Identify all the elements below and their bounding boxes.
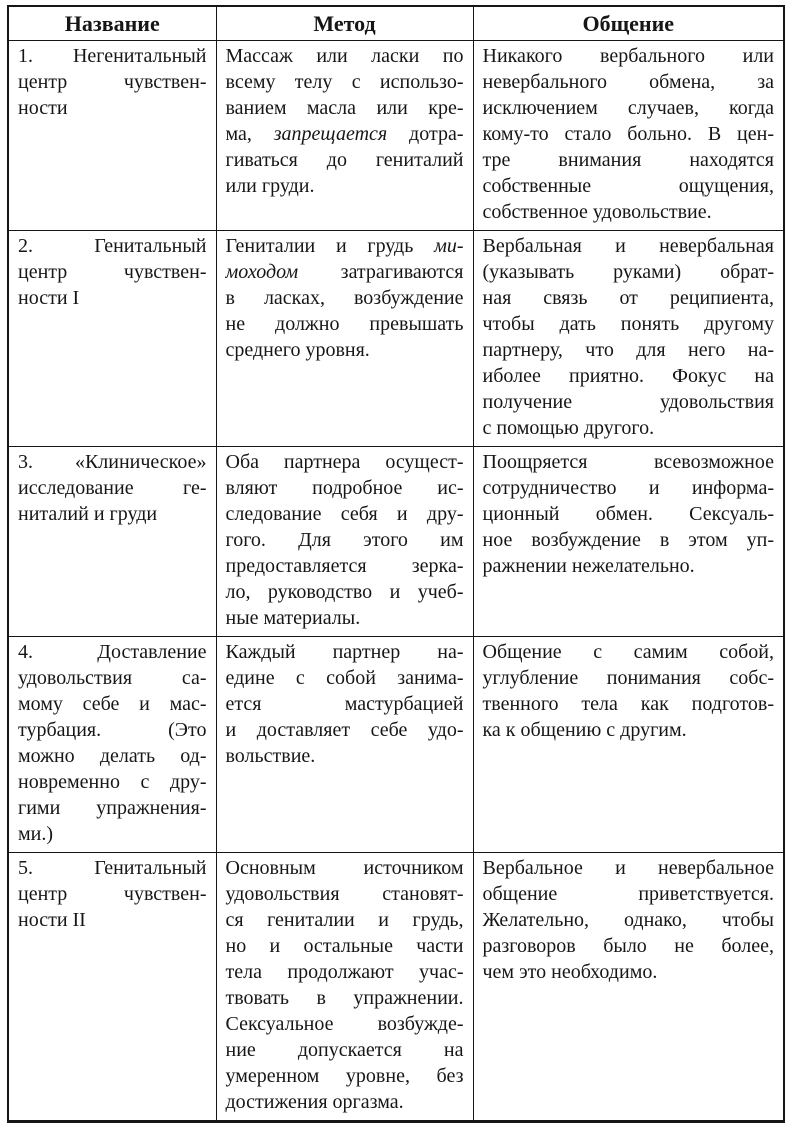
text-segment: ности [18,97,68,119]
table-cell-name [8,447,216,637]
text-line [226,501,464,527]
text-segment: углубление понимания собс- [482,667,774,689]
text-line [483,233,775,259]
text-line [226,449,464,475]
text-segment: не должно превышать [225,313,464,335]
text-line [18,639,207,665]
text-line [226,1089,464,1115]
table-cell-name [8,853,216,1122]
text-segment: ние допускается на [225,1039,464,1061]
table-cell-name [8,231,216,447]
text-segment: исключением случаев, когда [482,97,774,119]
text-segment: Массаж или ласки по [225,45,464,67]
text-segment: ности I [18,287,80,309]
text-line [483,311,775,337]
text-line [18,259,207,285]
text-segment: твенного тела как подготов- [482,693,774,715]
table-cell-method [216,853,473,1122]
text-line [483,259,775,285]
text-line [483,173,775,199]
text-segment: ся гениталии и грудь, [225,909,464,931]
text-line [18,855,207,881]
text-line [483,147,775,173]
text-segment: получение удовольствия [482,391,774,413]
text-segment: дотра- [387,123,464,145]
text-segment: разговоров было не более, [482,935,774,957]
text-segment: новременно с дру- [18,771,207,793]
text-segment: ная связь от реципиента, [482,287,774,309]
text-line [226,1063,464,1089]
text-segment: ционный обмен. Сексуаль- [482,503,774,525]
table-cell-method [216,637,473,853]
text-segment: ные материалы. [225,607,361,629]
text-line [226,259,464,285]
table-cell-communication [473,447,784,637]
text-line [18,691,207,717]
text-line [226,639,464,665]
text-line [226,553,464,579]
text-segment: достижения оргазма. [225,1091,404,1113]
text-segment: Оба партнера осущест- [225,451,464,473]
text-segment: центр чувствен- [18,883,207,905]
text-segment: следование себя и дру- [225,503,464,525]
text-segment: предоставляется зерка- [225,555,464,577]
text-line [483,363,775,389]
text-line [226,69,464,95]
text-line [18,475,207,501]
italic-text: ми- [434,235,464,257]
text-segment: (указывать руками) обрат- [482,261,774,283]
text-segment: ми.) [18,823,54,845]
column-header-method: Метод [216,6,473,41]
text-segment: 4. Доставление [18,641,207,663]
text-line [226,855,464,881]
text-segment: ности II [18,909,86,931]
text-segment: ное возбуждение в этом уп- [482,529,774,551]
text-segment: центр чувствен- [18,71,207,93]
table-row [8,231,784,447]
text-line [483,933,775,959]
text-segment: Никакого вербального или [482,45,774,67]
text-line [483,907,775,933]
text-line [18,501,207,527]
text-segment: едине с собой занима- [225,667,464,689]
text-line [18,769,207,795]
text-segment: Гениталии и грудь [225,235,435,257]
column-header-communication: Общение [473,6,784,41]
text-segment: твовать в упражнении. [225,987,464,1009]
text-line [226,527,464,553]
text-line [226,233,464,259]
table-body [8,41,784,1122]
text-line [483,881,775,907]
text-line [483,665,775,691]
text-segment: затрагиваются [298,261,464,283]
text-line [226,147,464,173]
text-line [226,665,464,691]
table-cell-method [216,231,473,447]
text-line [483,95,775,121]
table-cell-method [216,447,473,637]
text-segment: 2. Генитальный [18,235,207,257]
text-line [483,855,775,881]
text-segment: общение приветствуется. [482,883,774,905]
table-header [8,6,784,41]
text-segment: собственное удовольствие. [482,201,712,223]
text-segment: 1. Негенитальный [18,45,207,67]
text-line [226,985,464,1011]
text-segment: ванием масла или кре- [225,97,464,119]
text-segment: гими упражнения- [18,797,207,819]
text-segment: гиваться до гениталий [225,149,464,171]
text-segment: партнеру, что для него на- [482,339,774,361]
text-line [226,337,464,363]
table-cell-method [216,41,473,231]
text-line [483,639,775,665]
table-cell-communication [473,231,784,447]
text-line [226,1011,464,1037]
text-line [18,795,207,821]
text-segment: но и остальные части [225,935,464,957]
text-line [18,881,207,907]
text-segment: ниталий и груди [18,503,158,525]
text-line [226,881,464,907]
text-segment: Вербальная и невербальная [482,235,774,257]
text-segment: 3. «Клиническое» [18,451,207,473]
text-segment: и доставляет себе удо- [225,719,464,741]
text-line [18,95,207,121]
text-line [226,959,464,985]
text-segment: можно делать од- [18,745,207,767]
text-segment: турбация. (Это [18,719,207,741]
text-line [18,665,207,691]
text-segment: 5. Генитальный [18,857,207,879]
text-line [226,717,464,743]
text-segment: мому себе и мас- [18,693,207,715]
text-line [483,553,775,579]
text-line [483,527,775,553]
text-segment: Каждый партнер на- [225,641,464,663]
text-segment: сотрудничество и информа- [482,477,774,499]
text-line [226,1037,464,1063]
text-line [483,691,775,717]
text-segment: невербального обмена, за [482,71,774,93]
text-line [483,337,775,363]
text-segment: или груди. [225,175,315,197]
text-segment: Общение с самим собой, [482,641,774,663]
table-cell-communication [473,637,784,853]
text-line [483,449,775,475]
text-segment: Вербальное и невербальное [482,857,774,879]
text-segment: вольствие. [225,745,316,767]
text-line [18,285,207,311]
text-segment: чем это необходимо. [482,961,658,983]
text-line [483,501,775,527]
table-row [8,637,784,853]
text-line [483,959,775,985]
text-segment: Поощряется всевозможное [482,451,774,473]
text-segment: тре внимания находятся [482,149,774,171]
text-line [226,475,464,501]
text-line [226,43,464,69]
text-segment: ется мастурбацией [225,693,464,715]
table-cell-name [8,637,216,853]
text-line [226,173,464,199]
text-line [226,311,464,337]
text-line [226,285,464,311]
text-line [483,475,775,501]
text-segment: вляют подробное ис- [225,477,464,499]
text-line [226,605,464,631]
column-header-name: Название [8,6,216,41]
table-row [8,447,784,637]
table-cell-communication [473,41,784,231]
text-line [226,95,464,121]
table-row [8,41,784,231]
text-line [226,933,464,959]
text-line [483,285,775,311]
text-line [18,233,207,259]
text-line [483,389,775,415]
table-cell-communication [473,853,784,1122]
text-line [18,449,207,475]
text-line [483,69,775,95]
text-segment: кому-то стало больно. В цен- [482,123,774,145]
exercises-table [7,5,785,1123]
text-segment: среднего уровня. [225,339,370,361]
text-line [226,907,464,933]
text-line [226,579,464,605]
text-line [226,743,464,769]
text-segment: удовольствия становят- [225,883,464,905]
text-segment: удовольствия са- [18,667,207,689]
text-segment: тела продолжают учас- [225,961,464,983]
text-segment: ражнении нежелательно. [482,555,695,577]
table-header-row [8,6,784,41]
table-row [8,853,784,1122]
text-line [483,43,775,69]
text-segment: в ласках, возбуждение [225,287,464,309]
text-segment: ло, руководство и учеб- [225,581,464,603]
text-line [483,199,775,225]
italic-text: запрещается [273,123,388,145]
text-segment: всему телу с использо- [225,71,464,93]
table-cell-name [8,41,216,231]
text-segment: гого. Для этого им [225,529,464,551]
text-segment: собственные ощущения, [482,175,774,197]
text-line [18,743,207,769]
text-line [483,121,775,147]
text-line [483,717,775,743]
text-segment: с помощью другого. [482,417,655,439]
text-segment: Основным источником [225,857,464,879]
text-segment: центр чувствен- [18,261,207,283]
text-segment: Желательно, однако, чтобы [482,909,774,931]
text-segment: исследование ге- [18,477,207,499]
text-segment: ма, [225,123,274,145]
italic-text: моходом [225,261,299,283]
text-segment: иболее приятно. Фокус на [482,365,774,387]
text-line [483,415,775,441]
text-line [18,43,207,69]
text-segment: Сексуальное возбужде- [225,1013,464,1035]
text-line [18,907,207,933]
text-line [18,69,207,95]
text-segment: умеренном уровне, без [225,1065,464,1087]
text-line [18,821,207,847]
text-segment: чтобы дать понять другому [482,313,774,335]
text-line [18,717,207,743]
text-segment: ка к общению с другим. [482,719,687,741]
text-line [226,121,464,147]
text-line [226,691,464,717]
